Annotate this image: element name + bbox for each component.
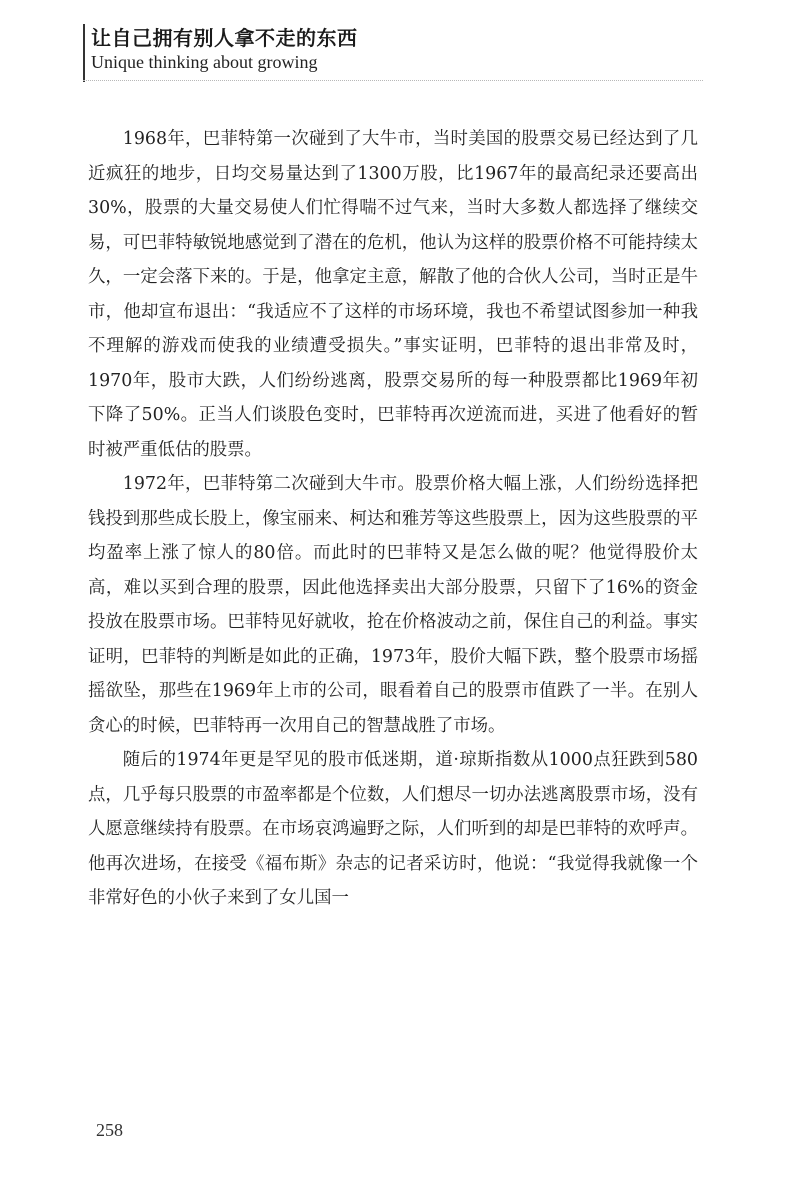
body-text	[88, 122, 698, 916]
header-divider	[83, 80, 703, 81]
paragraph-3: 随后的1974年更是罕见的股市低迷期，道·琼斯指数从1000点狂跌到580点，几乎每只股票的市盈率都是个位数，人们想尽一切办法逃离股票市场，没有人愿意继续持有股票。在市场哀鸿遍野之际，人们听到的却是巴菲特的欢呼声。他再次进场，在接受《福布斯》杂志的记者采访时，他说：“我觉得我就像一个非常好色的小伙子来到了女儿国一	[88, 750, 698, 908]
paragraph-2: 1972年，巴菲特第二次碰到大牛市。股票价格大幅上涨，人们纷纷选择把钱投到那些成长股上，像宝丽来、柯达和雅芳等这些股票上，因为这些股票的平均盈率上涨了惊人的80倍。而此时的巴菲特又是怎么做的呢？他觉得股价太高，难以买到合理的股票，因此他选择卖出大部分股票，只留下了16%的资金投放在股票市场。巴菲特见好就收，抢在价格波动之前，保住自己的利益。事实证明，巴菲特的判断是如此的正确，1973年，股价大幅下跌，整个股票市场摇摇欲坠，那些在1969年上市的公司，眼看着自己的股票市值跌了一半。在别人贪心的时候，巴菲特再一次用自己的智慧战胜了市场。	[88, 474, 698, 736]
header-bar	[83, 24, 85, 82]
header-subtitle: Unique thinking about growing	[91, 52, 318, 72]
paragraph-1: 1968年，巴菲特第一次碰到了大牛市，当时美国的股票交易已经达到了几近疯狂的地步，日均交易量达到了1300万股，比1967年的最高纪录还要高出30%，股票的大量交易使人们忙得喘不过气来，当时大多数人都选择了继续交易，可巴菲特敏锐地感觉到了潜在的危机，他认为这样的股票价格不可能持续太久，一定会落下来的。于是，他拿定主意，解散了他的合伙人公司，当时正是牛市，他却宣布退出：“我适应不了这样的市场环境，我也不希望试图参加一种我不理解的游戏而使我的业绩遭受损失。”事实证明，巴菲特的退出非常及时，1970年，股市大跌，人们纷纷逃离，股票交易所的每一种股票都比1969年初下降了50%。正当人们谈股色变时，巴菲特再次逆流而进，买进了他看好的暂时被严重低估的股票。	[88, 129, 698, 460]
page-number: 258	[96, 1120, 123, 1140]
header-title: 让自己拥有别人拿不走的东西	[91, 26, 358, 50]
